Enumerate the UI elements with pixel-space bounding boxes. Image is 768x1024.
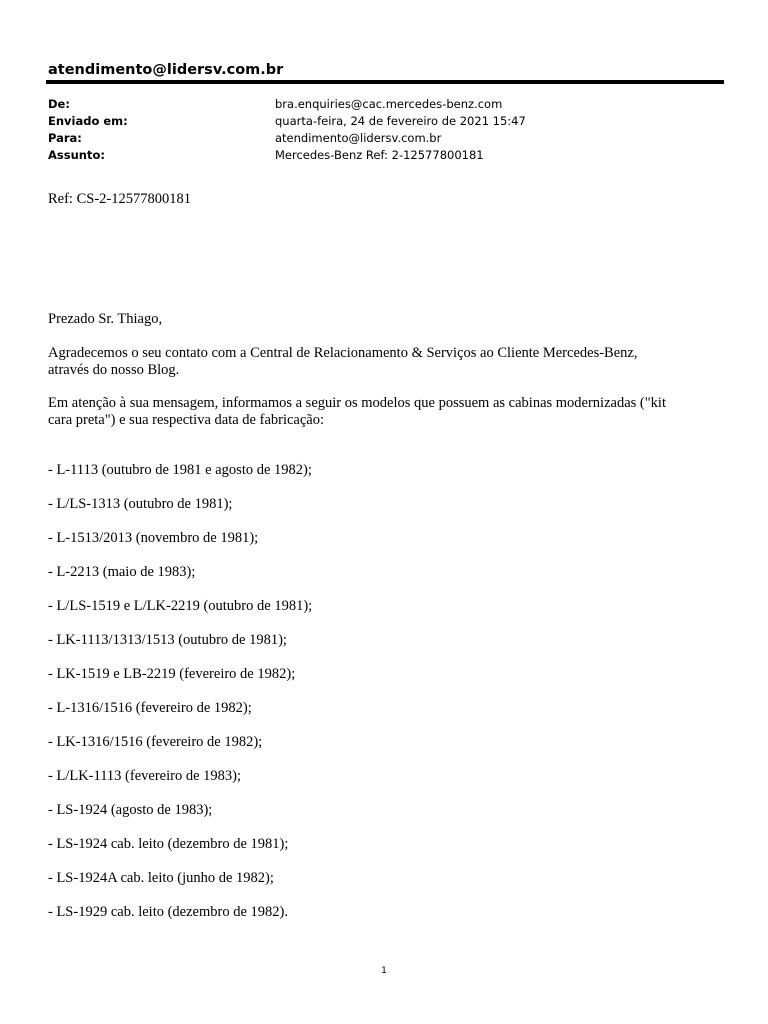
list-item: - LK-1519 e LB-2219 (fevereiro de 1982); [48, 666, 296, 682]
to-value: atendimento@lidersv.com.br [275, 131, 442, 145]
page-number: 1 [381, 966, 387, 976]
reference-line: Ref: CS-2-12577800181 [48, 191, 191, 207]
meta-row-to [48, 130, 708, 147]
list-item: - L-1316/1516 (fevereiro de 1982); [48, 700, 252, 716]
list-item: - L-1513/2013 (novembro de 1981); [48, 530, 259, 546]
paragraph-thanks-line-1: Agradecemos o seu contato com a Central de Relacionamento & Serviços ao Cliente Mercedes-Benz, [48, 345, 638, 361]
meta-row-from [48, 96, 708, 113]
paragraph-intro-line-2: cara preta") e sua respectiva data de fabricação: [48, 412, 325, 428]
list-item: - L/LS-1313 (outubro de 1981); [48, 496, 233, 512]
list-item: - LS-1924 (agosto de 1983); [48, 802, 213, 818]
list-item: - LS-1924A cab. leito (junho de 1982); [48, 870, 274, 886]
list-item: - L-2213 (maio de 1983); [48, 564, 196, 580]
paragraph-thanks-line-2: através do nosso Blog. [48, 362, 180, 378]
meta-row-sent [48, 113, 708, 130]
greeting: Prezado Sr. Thiago, [48, 311, 163, 327]
list-item: - L/LS-1519 e L/LK-2219 (outubro de 1981); [48, 598, 313, 614]
to-label: Para: [48, 131, 82, 145]
model-list [48, 462, 720, 938]
email-metadata [48, 96, 708, 164]
paragraph-thanks [48, 345, 720, 379]
sent-label: Enviado em: [48, 114, 128, 128]
list-item: - LK-1316/1516 (fevereiro de 1982); [48, 734, 263, 750]
list-item: - LS-1924 cab. leito (dezembro de 1981); [48, 836, 289, 852]
paragraph-intro-line-1: Em atenção à sua mensagem, informamos a seguir os modelos que possuem as cabinas modernizadas ("kit [48, 395, 666, 411]
sent-value: quarta-feira, 24 de fevereiro de 2021 15:47 [275, 114, 526, 128]
from-label: De: [48, 97, 70, 111]
email-header-title: atendimento@lidersv.com.br [48, 62, 284, 78]
list-item: - L/LK-1113 (fevereiro de 1983); [48, 768, 241, 784]
list-item: - LS-1929 cab. leito (dezembro de 1982). [48, 904, 288, 920]
subject-label: Assunto: [48, 148, 105, 162]
from-value: bra.enquiries@cac.mercedes-benz.com [275, 97, 503, 111]
subject-value: Mercedes-Benz Ref: 2-12577800181 [275, 148, 484, 162]
meta-row-subject [48, 147, 708, 164]
header-divider [46, 80, 724, 84]
list-item: - L-1113 (outubro de 1981 e agosto de 1982); [48, 462, 312, 478]
list-item: - LK-1113/1313/1513 (outubro de 1981); [48, 632, 287, 648]
paragraph-intro [48, 395, 720, 429]
